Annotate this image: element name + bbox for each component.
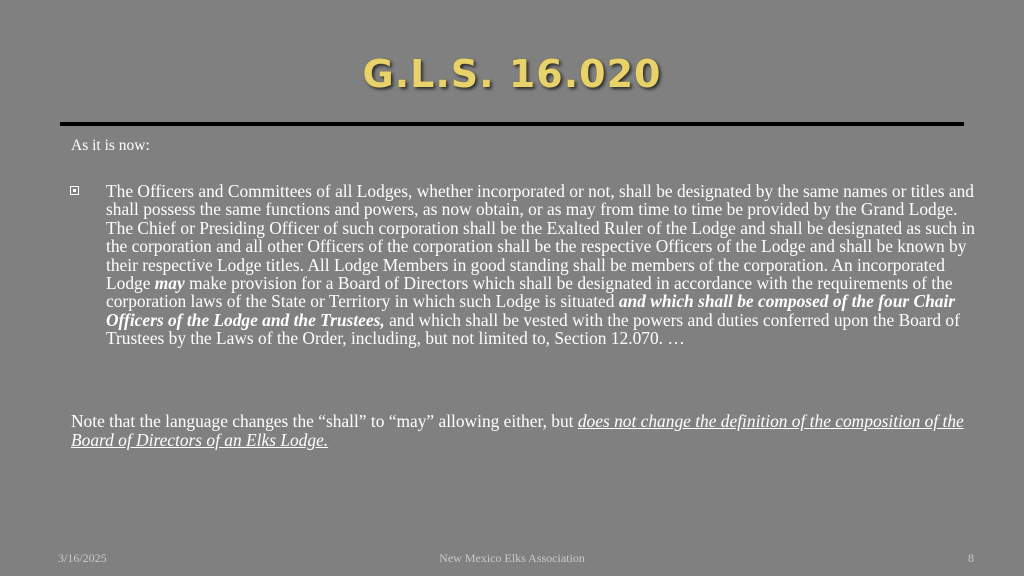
intro-text: As it is now: <box>71 137 150 154</box>
bullet-text <box>106 182 980 348</box>
note-paragraph <box>71 412 971 450</box>
bullet-text-part-1: The Officers and Committees of all Lodges, whether incorporated or not, shall be designated by the same names or titles and shall possess the same functions and powers, as now obtain, or as may from time to time be provided by the Grand Lodge. The Chief or Presiding Officer of such corporation shall be the Exalted Ruler of the Lodge and shall be designated as such in the corporation and all other Officers of the corporation shall be the respective Officers of the Lodge and shall be known by their respective Lodge titles. All Lodge Members in good standing shall be members of the corporation. An incorporated Lodge <box>106 181 975 294</box>
bullet-emphasis-clause: and which shall be composed of the four Chair Officers of the Lodge and the Trustees, <box>106 291 956 330</box>
bullet-emphasis-may: may <box>154 273 185 294</box>
title-divider <box>60 122 964 126</box>
footer-date: 3/16/2025 <box>58 551 107 565</box>
bullet-text-part-3: and which shall be vested with the powers and duties conferred upon the Board of Trustees by the Laws of the Order, including, but not limited to, Section 12.070. … <box>106 309 960 349</box>
square-bullet-icon <box>70 186 79 195</box>
note-underlined-text: does not change the definition of the composition of the Board of Directors of an Elks Lodge. <box>71 411 964 450</box>
note-text: Note that the language changes the “shall” to “may” allowing either, but <box>71 411 578 431</box>
bullet-item <box>70 182 980 348</box>
footer-organization: New Mexico Elks Association <box>439 551 585 565</box>
slide-title: G.L.S. 16.020 <box>362 52 662 96</box>
bullet-text-part-2: make provision for a Board of Directors which shall be designated in accordance with the requirements of the corporation laws of the State or Territory in which such Lodge is situated <box>106 273 953 312</box>
footer-page-number: 8 <box>968 551 974 565</box>
